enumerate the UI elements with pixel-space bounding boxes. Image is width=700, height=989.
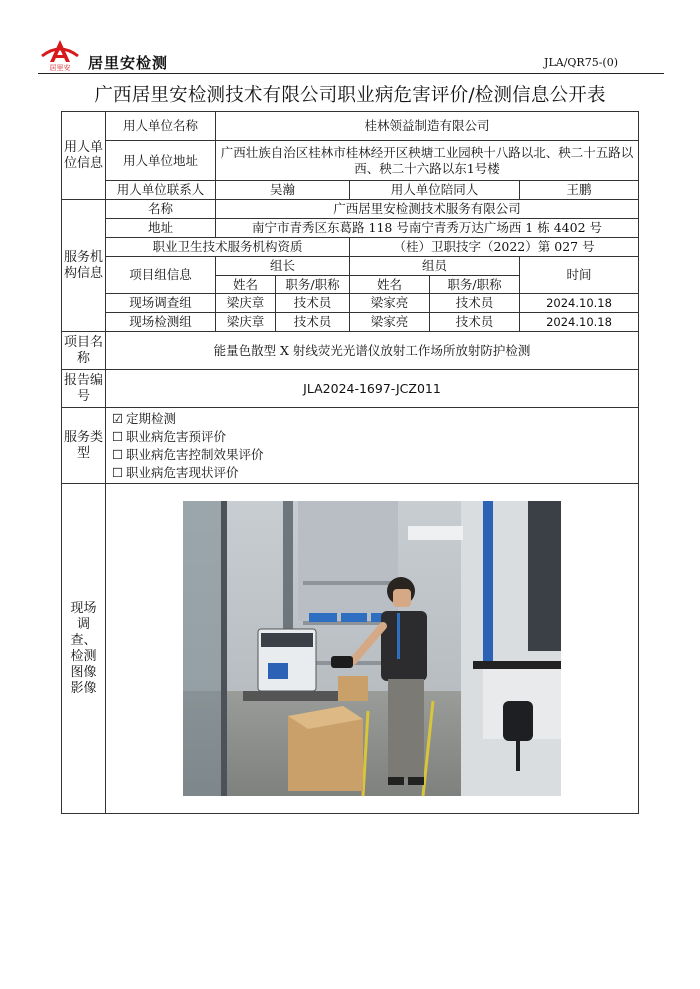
header-divider xyxy=(38,73,664,74)
agency-address-label: 地址 xyxy=(106,219,216,238)
agency-qualification-value: （桂）卫职技字（2022）第 027 号 xyxy=(350,238,639,257)
employer-name-value: 桂林领益制造有限公司 xyxy=(216,112,639,141)
leader-title: 技术员 xyxy=(276,294,350,313)
company-logo-icon xyxy=(38,38,82,72)
employer-contact-value: 吴瀚 xyxy=(216,181,350,200)
service-option-periodic: ☑ 定期检测 xyxy=(112,410,177,426)
agency-name-value: 广西居里安检测技术服务有限公司 xyxy=(216,200,639,219)
checkbox-icon: ☐ xyxy=(112,428,124,444)
member-name: 梁家亮 xyxy=(350,313,430,332)
member-name: 梁家亮 xyxy=(350,294,430,313)
agency-address-value: 南宁市青秀区东葛路 118 号南宁青秀万达广场西 1 栋 4402 号 xyxy=(216,219,639,238)
employer-name-label: 用人单位名称 xyxy=(106,112,216,141)
service-option-pre-evaluation: ☐ 职业病危害预评价 xyxy=(112,428,227,444)
checked-box-icon: ☑ xyxy=(112,410,124,426)
member-header: 组员 xyxy=(350,257,520,276)
employer-section-label: 用人单位信息 xyxy=(62,112,106,200)
leader-header: 组长 xyxy=(216,257,350,276)
member-name-header: 姓名 xyxy=(350,276,430,294)
table-row xyxy=(62,313,639,332)
svg-text:居里安: 居里安 xyxy=(49,64,71,72)
leader-name: 梁庆章 xyxy=(216,313,276,332)
time-header: 时间 xyxy=(520,257,639,294)
document-number: JLA/QR75-(0) xyxy=(544,56,618,69)
member-title: 技术员 xyxy=(430,313,520,332)
info-table xyxy=(61,111,639,814)
page-title: 广西居里安检测技术有限公司职业病危害评价/检测信息公开表 xyxy=(94,85,606,106)
project-name-value: 能量色散型 X 射线荧光光谱仪放射工作场所放射防护检测 xyxy=(106,332,639,370)
photo-cell xyxy=(106,484,639,814)
leader-name: 梁庆章 xyxy=(216,294,276,313)
employer-contact-label: 用人单位联系人 xyxy=(106,181,216,200)
photo-section-label: 现场调查、检测图像影像 xyxy=(62,484,106,814)
service-option-status-evaluation: ☐ 职业病危害现状评价 xyxy=(112,464,239,480)
team-date: 2024.10.18 xyxy=(520,313,639,332)
brand-name: 居里安检测 xyxy=(88,54,169,72)
team-date: 2024.10.18 xyxy=(520,294,639,313)
agency-qualification-label: 职业卫生技术服务机构资质 xyxy=(106,238,350,257)
service-type-options xyxy=(106,408,639,484)
employer-escort-label: 用人单位陪同人 xyxy=(350,181,520,200)
project-name-label: 项目名称 xyxy=(62,332,106,370)
leader-name-header: 姓名 xyxy=(216,276,276,294)
page-header xyxy=(38,38,664,76)
leader-title: 技术员 xyxy=(276,313,350,332)
agency-section-label: 服务机构信息 xyxy=(62,200,106,332)
leader-title-header: 职务/职称 xyxy=(276,276,350,294)
checkbox-icon: ☐ xyxy=(112,446,124,462)
checkbox-icon: ☐ xyxy=(112,464,124,480)
agency-name-label: 名称 xyxy=(106,200,216,219)
service-option-control-effect: ☐ 职业病危害控制效果评价 xyxy=(112,446,264,462)
employer-address-label: 用人单位地址 xyxy=(106,141,216,181)
site-photo-illustration xyxy=(183,501,561,796)
table-row xyxy=(62,294,639,313)
member-title: 技术员 xyxy=(430,294,520,313)
employer-address-value: 广西壮族自治区桂林市桂林经开区秧塘工业园秧十八路以北、秧二十五路以西、秧二十六路以东1号楼 xyxy=(216,141,639,181)
team-group-name: 现场调查组 xyxy=(106,294,216,313)
team-group-name: 现场检测组 xyxy=(106,313,216,332)
member-title-header: 职务/职称 xyxy=(430,276,520,294)
service-type-label: 服务类型 xyxy=(62,408,106,484)
employer-escort-value: 王鹏 xyxy=(520,181,639,200)
report-number-label: 报告编号 xyxy=(62,370,106,408)
site-photo xyxy=(183,501,561,796)
report-number-value: JLA2024-1697-JCZ011 xyxy=(106,370,639,408)
team-info-label: 项目组信息 xyxy=(106,257,216,294)
